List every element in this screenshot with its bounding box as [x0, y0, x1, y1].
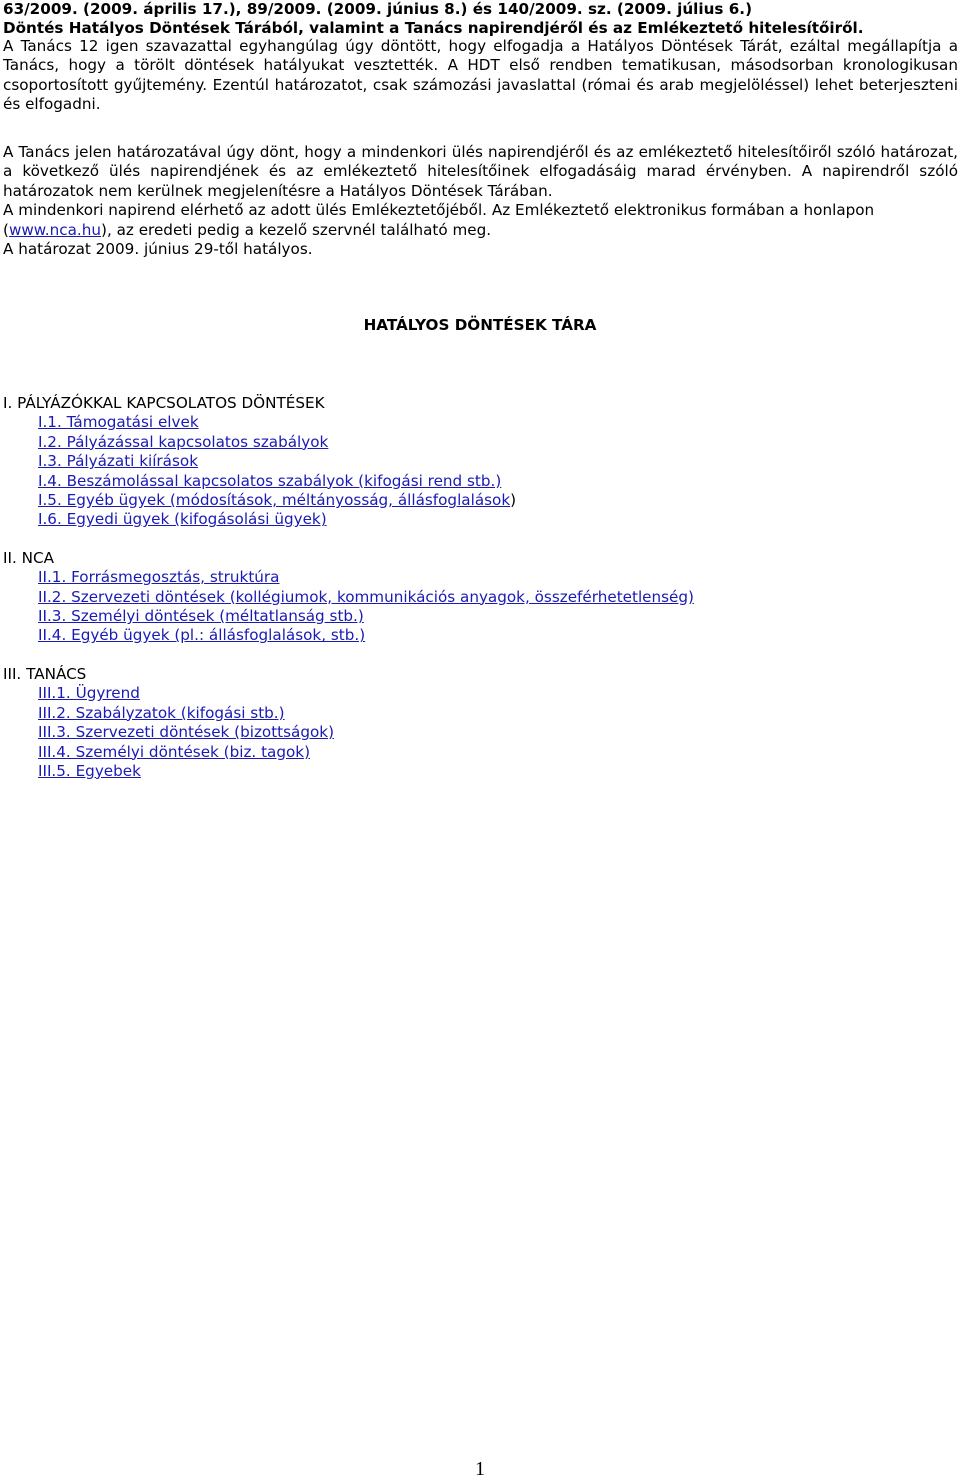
- toc-item: [3, 743, 958, 762]
- toc-section-3: [3, 665, 958, 781]
- paragraph-effective-date: A határozat 2009. június 29-től hatályos.: [3, 240, 313, 259]
- resolution-numbers-heading: 63/2009. (2009. április 17.), 89/2009. (2009. június 8.) és 140/2009. sz. (2009. július 6.): [3, 0, 753, 18]
- toc-link-I-4[interactable]: I.4. Beszámolással kapcsolatos szabályok (kifogási rend stb.): [38, 471, 502, 490]
- toc-link-II-2[interactable]: II.2. Szervezeti döntések (kollégiumok, kommunikációs anyagok, összeférhetetlenség): [38, 587, 694, 606]
- toc-section-heading: III. TANÁCS: [3, 664, 87, 683]
- toc-link-III-2[interactable]: III.2. Szabályzatok (kifogási stb.): [38, 703, 285, 722]
- toc-item: [3, 626, 958, 645]
- toc-section-2: [3, 549, 958, 646]
- table-of-contents: [3, 394, 958, 781]
- toc-link-I-2[interactable]: I.2. Pályázással kapcsolatos szabályok: [38, 432, 329, 451]
- toc-link-III-4[interactable]: III.4. Személyi döntések (biz. tagok): [38, 742, 310, 761]
- toc-link-II-4[interactable]: II.4. Egyéb ügyek (pl.: állásfoglalások, stb.): [38, 626, 366, 645]
- website-reference-rest: ), az eredeti pedig a kezelő szervnél található meg.: [101, 220, 492, 239]
- toc-item: [3, 723, 958, 742]
- toc-item: [3, 472, 958, 491]
- toc-link-III-1[interactable]: III.1. Ügyrend: [38, 684, 140, 703]
- main-heading: HATÁLYOS DÖNTÉSEK TÁRA: [363, 316, 597, 334]
- resolution-body-1: [3, 37, 958, 115]
- toc-section-1: [3, 394, 958, 530]
- toc-section-heading: I. PÁLYÁZÓKKAL KAPCSOLATOS DÖNTÉSEK: [3, 394, 325, 412]
- paragraph-agenda-validity: A Tanács jelen határozatával úgy dönt, hogy a mindenkori ülés napirendjéről és az emlékeztető hitelesítőiről szóló határozat, a következő ülés napirendjének és az emlékeztető hitelesítőinek elfogadásáig marad érvényben. A napirendről szóló határozatok nem kerülnek megjelenítésre a Hatályos Döntések Tárában.: [3, 143, 958, 200]
- page-number: 1: [475, 1458, 485, 1480]
- toc-item: [3, 491, 958, 510]
- website-link[interactable]: [9, 221, 101, 239]
- toc-item: [3, 433, 958, 452]
- toc-item: [3, 510, 958, 529]
- paragraph-hdt-adoption: A Tanács 12 igen szavazattal egyhangúlag úgy döntött, hogy elfogadja a Hatályos Döntések Tárát, ezáltal megállapítja a Tanács, hogy a törölt döntések hatályukat vesztették. A HDT első rendben tematikusan, másodsorban kronologikusan csoportosított gyűjtemény. Ezentúl határozatot, csak számozási javaslattal (római és arab megjelöléssel) lehet beterjeszteni és elfogadni.: [3, 37, 958, 114]
- open-paren: (: [3, 220, 9, 239]
- toc-link-I-6[interactable]: I.6. Egyedi ügyek (kifogásolási ügyek): [38, 510, 327, 529]
- toc-item: [3, 413, 958, 432]
- toc-item: [3, 568, 958, 587]
- paragraph-website-reference: [3, 221, 958, 240]
- toc-link-I-1[interactable]: I.1. Támogatási elvek: [38, 413, 199, 432]
- resolution-body-2: [3, 143, 958, 259]
- toc-item: [3, 452, 958, 471]
- toc-item-tail: ): [510, 491, 517, 510]
- resolution-subject-heading: Döntés Hatályos Döntések Tárából, valamint a Tanács napirendjéről és az Emlékeztető hitelesítőiről.: [3, 19, 864, 37]
- toc-section-heading: II. NCA: [3, 548, 54, 567]
- toc-link-III-5[interactable]: III.5. Egyebek: [38, 761, 141, 780]
- website-link-part-1: www.nca: [8, 220, 77, 239]
- toc-link-I-5[interactable]: I.5. Egyéb ügyek (módosítások, méltányosság, állásfoglalások: [38, 491, 511, 510]
- toc-item: [3, 704, 958, 723]
- toc-item: [3, 762, 958, 781]
- toc-link-I-3[interactable]: I.3. Pályázati kiírások: [38, 452, 198, 471]
- toc-item: [3, 588, 958, 607]
- toc-item: [3, 684, 958, 703]
- toc-link-II-1[interactable]: II.1. Forrásmegosztás, struktúra: [38, 568, 280, 587]
- toc-link-II-3[interactable]: II.3. Személyi döntések (méltatlanság stb.): [38, 607, 364, 626]
- toc-link-III-3[interactable]: III.3. Szervezeti döntések (bizottságok): [38, 723, 335, 742]
- website-link-part-2: .hu: [76, 220, 102, 239]
- paragraph-agenda-availability: A mindenkori napirend elérhető az adott ülés Emlékeztetőjéből. Az Emlékeztető elektronikus formában a honlapon: [3, 201, 875, 220]
- toc-item: [3, 607, 958, 626]
